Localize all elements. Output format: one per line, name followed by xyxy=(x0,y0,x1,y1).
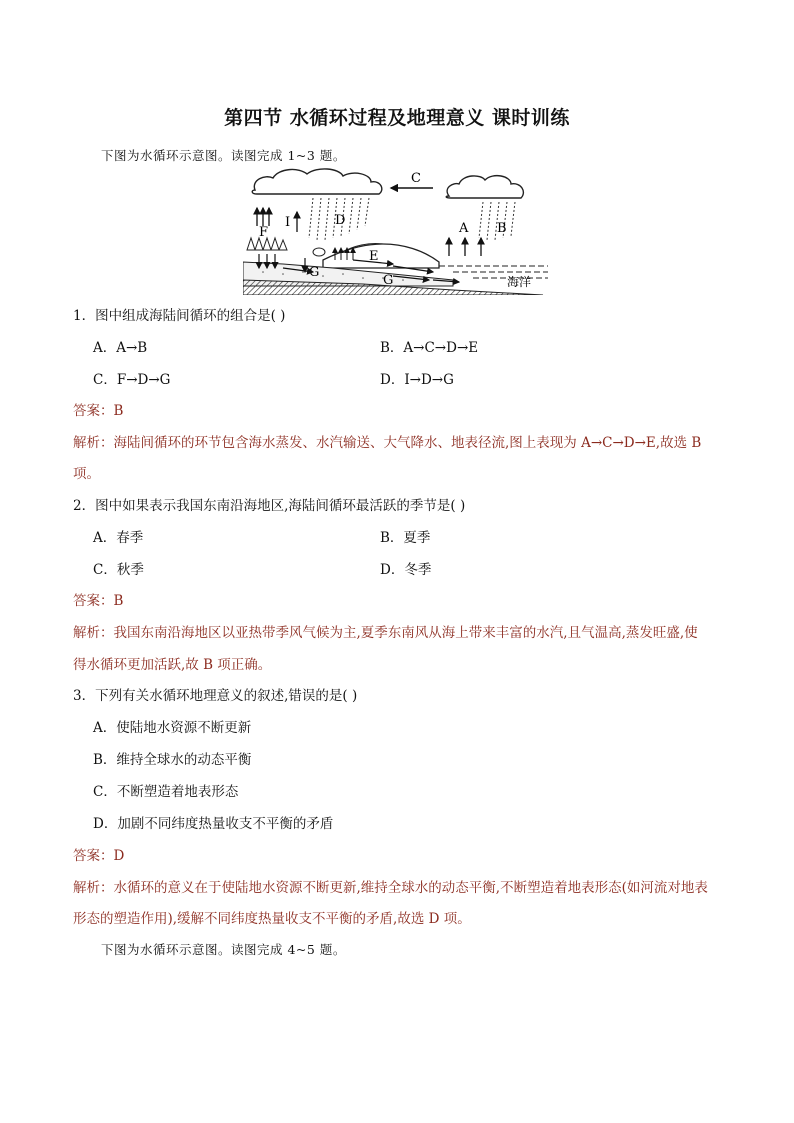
label-a: A xyxy=(459,221,469,236)
label-d: D xyxy=(335,213,346,228)
q1-option-a[interactable]: A．A→B xyxy=(93,340,148,356)
label-e: E xyxy=(369,249,379,264)
q1-stem: 1．图中组成海陆间循环的组合是( ) xyxy=(73,308,286,324)
q2-option-a[interactable]: A．春季 xyxy=(93,530,144,546)
q3-option-d[interactable]: D．加剧不同纬度热量收支不平衡的矛盾 xyxy=(93,816,334,832)
water-cycle-diagram xyxy=(243,168,548,295)
evaporation-a xyxy=(449,238,481,256)
q1-option-c[interactable]: C．F→D→G xyxy=(93,372,171,388)
trees xyxy=(247,238,287,250)
label-c: C xyxy=(411,171,421,186)
q3-explanation-line-1: 解析：水循环的意义在于使陆地水资源不断更新,维持全球水的动态平衡,不断塑造着地表形态(如河流对地表 xyxy=(73,880,708,896)
q2-option-b[interactable]: B．夏季 xyxy=(380,530,431,546)
q3-explanation-line-2: 形态的塑造作用),缓解不同纬度热量收支不平衡的矛盾,故选 D 项。 xyxy=(73,911,471,927)
sea xyxy=(439,266,548,278)
label-g2: G xyxy=(383,273,394,288)
q3-answer: 答案：D xyxy=(73,848,125,864)
transpiration-f xyxy=(257,208,269,226)
label-f: F xyxy=(259,225,269,240)
q2-stem: 2．图中如果表示我国东南沿海地区,海陆间循环最活跃的季节是( ) xyxy=(73,498,466,514)
q1-answer: 答案：B xyxy=(73,403,124,419)
q1-option-d[interactable]: D．I→D→G xyxy=(380,372,454,388)
q3-option-a[interactable]: A．使陆地水资源不断更新 xyxy=(93,720,252,736)
label-sea: 海洋 xyxy=(507,275,532,289)
label-i: I xyxy=(285,215,291,230)
intro-text-1: 下图为水循环示意图。读图完成 1~3 题。 xyxy=(101,148,346,163)
q3-option-b[interactable]: B．维持全球水的动态平衡 xyxy=(93,752,252,768)
q3-option-c[interactable]: C．不断塑造着地表形态 xyxy=(93,784,239,800)
q3-stem: 3．下列有关水循环地理意义的叙述,错误的是( ) xyxy=(73,688,358,704)
q1-explanation-line-1: 解析：海陆间循环的环节包含海水蒸发、水汽输送、大气降水、地表径流,图上表现为 A→C→D→E,故选 B xyxy=(73,435,702,451)
intro-text-2: 下图为水循环示意图。读图完成 4~5 题。 xyxy=(101,942,346,957)
q1-explanation-line-2: 项。 xyxy=(73,466,100,482)
label-g: G xyxy=(309,265,320,280)
sea-cloud xyxy=(446,176,523,198)
q2-option-d[interactable]: D．冬季 xyxy=(380,562,432,578)
q2-option-c[interactable]: C．秋季 xyxy=(93,562,144,578)
land-cloud xyxy=(252,169,382,194)
mountain xyxy=(323,244,439,268)
q1-option-b[interactable]: B．A→C→D→E xyxy=(380,340,479,356)
q2-explanation-line-1: 解析：我国东南沿海地区以亚热带季风气候为主,夏季东南风从海上带来丰富的水汽,且气温高,蒸发旺盛,使 xyxy=(73,625,698,641)
page-title: 第四节 水循环过程及地理意义 课时训练 xyxy=(224,107,570,129)
q2-answer: 答案：B xyxy=(73,593,124,609)
q2-explanation-line-2: 得水循环更加活跃,故 B 项正确。 xyxy=(73,657,272,673)
label-b: B xyxy=(497,221,507,236)
